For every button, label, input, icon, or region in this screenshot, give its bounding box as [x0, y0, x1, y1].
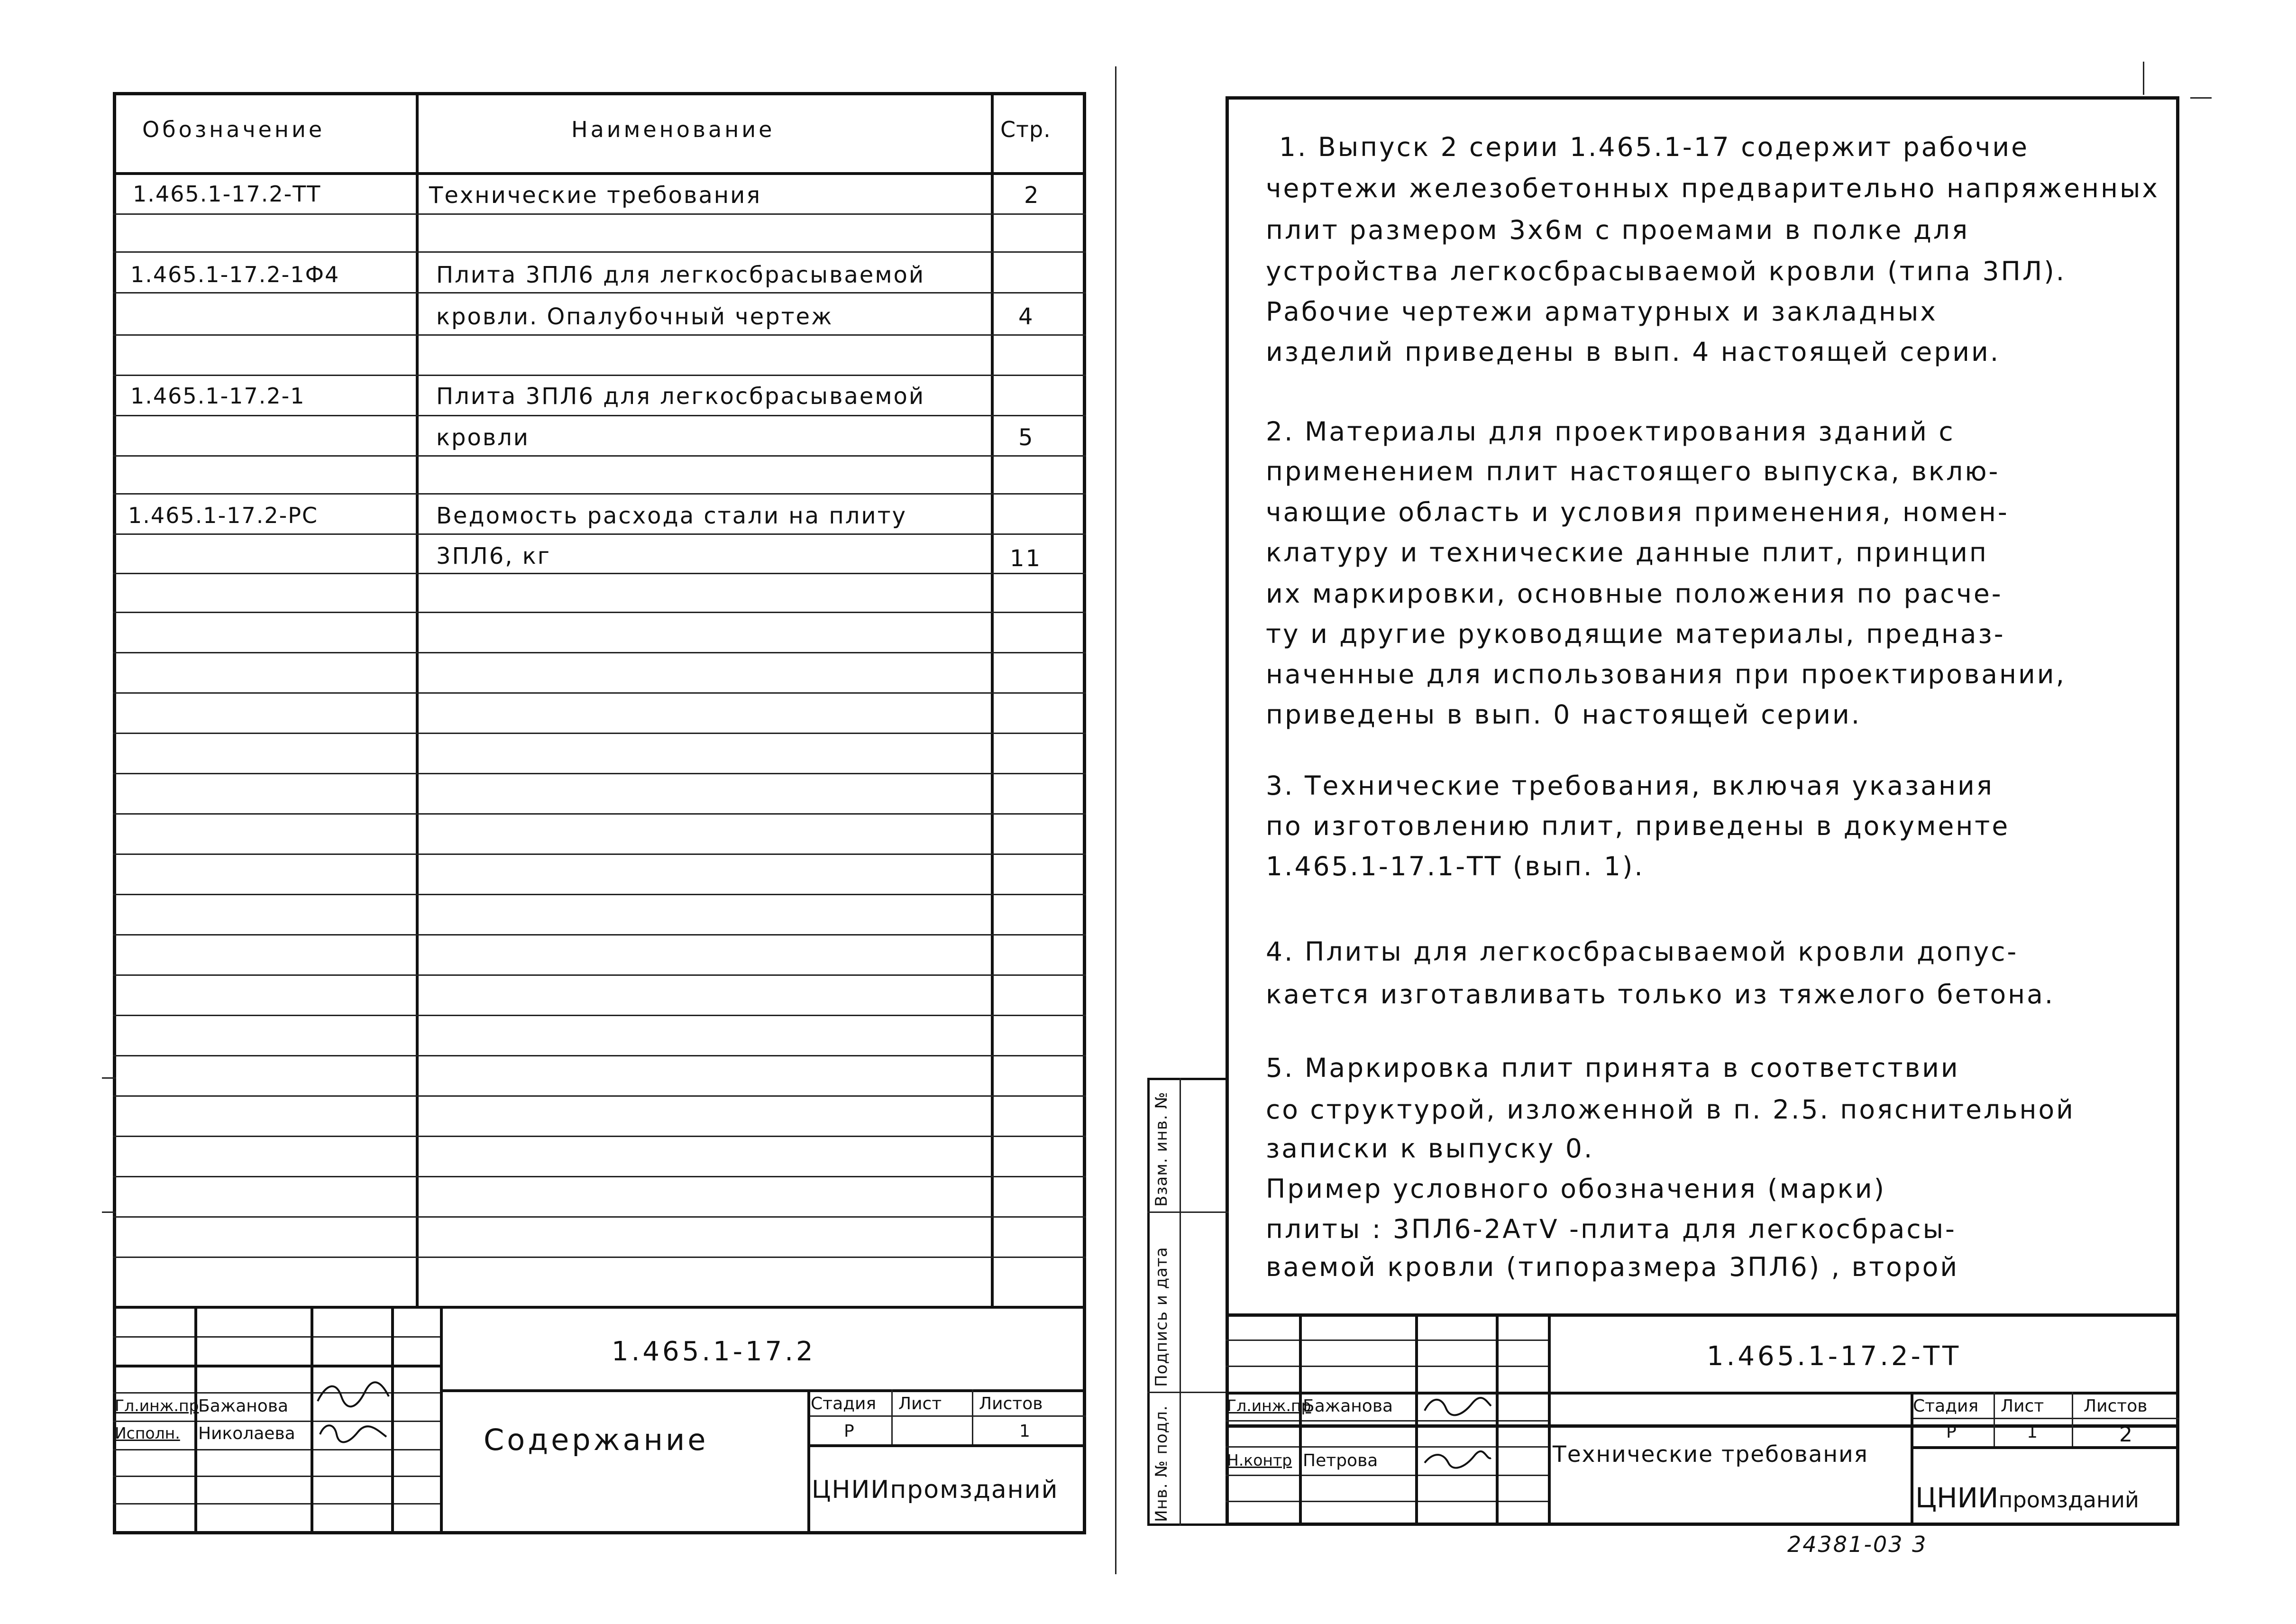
- table-row-name: кровли: [436, 424, 530, 451]
- paragraph-line: Пример условного обозначения (марки): [1266, 1174, 1886, 1204]
- paragraph-line: 1.465.1-17.1-ТТ (вып. 1).: [1266, 851, 1645, 881]
- signature: [1420, 1446, 1496, 1475]
- stage-label: Стадия: [1913, 1396, 1979, 1416]
- table-row-name: Плита 3ПЛ6 для легкосбрасываемой: [436, 262, 925, 288]
- organization: [1915, 1482, 2139, 1514]
- paragraph-line: плиты : 3ПЛ6-2АтⅤ -плита для легкосбрасы-: [1266, 1214, 1957, 1244]
- divider: [1115, 66, 1116, 1574]
- stage-value: Р: [844, 1422, 854, 1441]
- staff-name: Петрова: [1303, 1451, 1378, 1470]
- sheet-title: Содержание: [484, 1422, 709, 1457]
- document-code: 1.465.1-17.2-ТТ: [1707, 1341, 1962, 1372]
- divider: [991, 92, 994, 1306]
- organization: ЦНИИпромзданий: [812, 1476, 1059, 1504]
- sheets-value: 1: [1019, 1422, 1030, 1441]
- table-row-name: Технические требования: [429, 182, 762, 209]
- paragraph-line: наченные для использования при проектировании,: [1266, 659, 2066, 689]
- paragraph-line: чертежи железобетонных предварительно напряженных: [1266, 173, 2159, 203]
- table-row-code: 1.465.1-17.2-1: [130, 383, 305, 409]
- table-row-name: Плита 3ПЛ6 для легкосбрасываемой: [436, 383, 925, 410]
- column-header-page: Стр.: [1000, 117, 1051, 142]
- paragraph-line: кается изготавливать только из тяжелого бетона.: [1266, 979, 2055, 1009]
- paragraph-line: плит размером 3х6м с проемами в полке для: [1266, 215, 1970, 245]
- paragraph-line: их маркировки, основные положения по расче-: [1266, 578, 2003, 609]
- staff-role: Н.контр: [1227, 1451, 1292, 1469]
- paragraph-line: со структурой, изложенной в п. 2.5. пояснительной: [1266, 1094, 2075, 1125]
- sheet-value: 1: [2027, 1422, 2038, 1442]
- table-row-page: 11: [1010, 545, 1042, 572]
- sheet-title: Технические требования: [1553, 1441, 1868, 1468]
- staff-role: Гл.инж.пр: [115, 1396, 199, 1415]
- column-header-name: Наименование: [571, 117, 775, 142]
- paragraph-line: Рабочие чертежи арматурных и закладных: [1266, 296, 1938, 327]
- stage-label: Стадия: [811, 1394, 877, 1413]
- staff-name: Бажанова: [198, 1396, 289, 1416]
- paragraph-line: применением плит настоящего выпуска, вклю-: [1266, 456, 2000, 486]
- table-row-name: кровли. Опалубочный чертеж: [436, 303, 833, 330]
- paragraph-line: клатуру и технические данные плит, принцип: [1266, 537, 1988, 568]
- staff-role: Исполн.: [115, 1424, 180, 1442]
- table-row-page: 4: [1018, 303, 1034, 330]
- staff-role: Гл.инж.пр: [1227, 1396, 1311, 1415]
- table-row-code: 1.465.1-17.2-1Ф4: [130, 262, 340, 287]
- paragraph-line: 5. Маркировка плит принята в соответствии: [1266, 1053, 1960, 1083]
- sheet-label: Лист: [2001, 1396, 2044, 1416]
- paragraph-line: ту и другие руководящие материалы, предназ-: [1266, 619, 2005, 649]
- paragraph-line: 3. Технические требования, включая указания: [1266, 771, 1994, 801]
- staff-name: Николаева: [198, 1424, 295, 1443]
- paragraph-line: приведены в вып. 0 настоящей серии.: [1266, 699, 1862, 730]
- staff-name: Бажанова: [1303, 1396, 1393, 1416]
- table-row-page: 2: [1024, 182, 1040, 209]
- table-row-code: 1.465.1-17.2-РС: [128, 503, 319, 528]
- side-stamp-label: Подпись и дата: [1152, 1247, 1171, 1387]
- paragraph-line: изделий приведены в вып. 4 настоящей серии.: [1266, 337, 2001, 367]
- table-row-name: 3ПЛ6, кг: [436, 543, 551, 569]
- divider: [113, 172, 1086, 175]
- paragraph-line: чающие область и условия применения, номен-: [1266, 497, 2009, 527]
- organization-part: ЦНИИ: [1915, 1482, 1999, 1514]
- column-header-designation: Обозначение: [142, 117, 325, 142]
- signature: [1420, 1392, 1496, 1420]
- paragraph-line: ваемой кровли (типоразмера 3ПЛ6) , второй: [1266, 1252, 1959, 1282]
- signature: [313, 1377, 393, 1415]
- table-row-page: 5: [1018, 424, 1034, 451]
- paragraph-line: устройства легкосбрасываемой кровли (типа 3ПЛ).: [1266, 256, 2067, 286]
- table-row-name: Ведомость расхода стали на плиту: [436, 503, 907, 529]
- archive-number: 24381-03 3: [1787, 1532, 1928, 1557]
- paragraph-line: записки к выпуску 0.: [1266, 1133, 1594, 1164]
- sheets-label: Листов: [2084, 1396, 2148, 1416]
- paragraph-line: 2. Материалы для проектирования зданий с: [1266, 416, 1955, 447]
- signature: [315, 1420, 391, 1449]
- paragraph-line: по изготовлению плит, приведены в документе: [1266, 811, 2010, 841]
- organization-part: промзданий: [1998, 1487, 2139, 1513]
- sheets-value: 2: [2119, 1422, 2132, 1447]
- paragraph-line: 4. Плиты для легкосбрасываемой кровли допус-: [1266, 936, 2019, 967]
- sheet-label: Лист: [898, 1394, 942, 1413]
- divider: [416, 92, 419, 1306]
- table-row-code: 1.465.1-17.2-ТТ: [133, 181, 321, 207]
- side-stamp-label: Инв. № подл.: [1152, 1405, 1171, 1522]
- paragraph-line: 1. Выпуск 2 серии 1.465.1-17 содержит рабочие: [1279, 132, 2029, 162]
- side-stamp-label: Взам. инв. №: [1152, 1092, 1171, 1207]
- document-code: 1.465.1-17.2: [612, 1336, 816, 1367]
- sheets-label: Листов: [979, 1394, 1043, 1413]
- stage-value: Р: [1946, 1422, 1957, 1442]
